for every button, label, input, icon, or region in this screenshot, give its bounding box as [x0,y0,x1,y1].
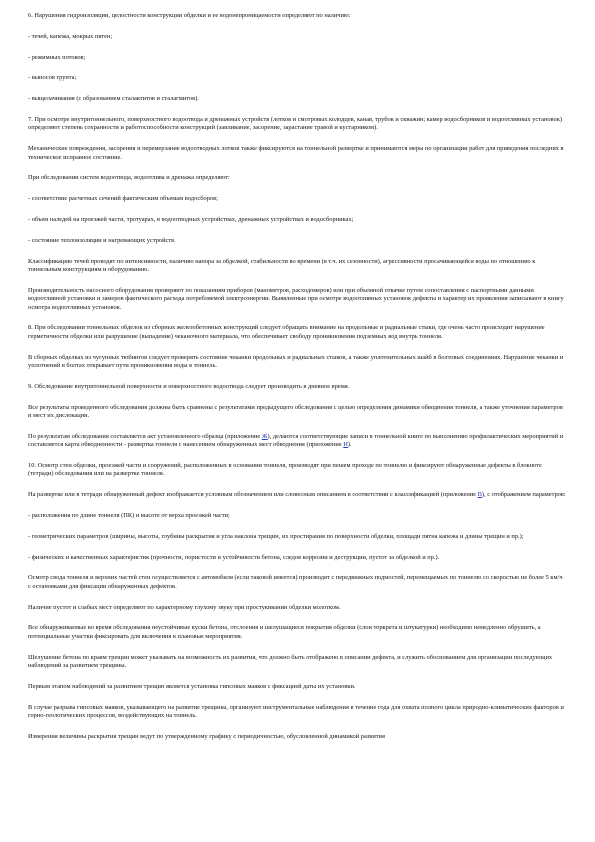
paragraph: 10. Осмотр стен обделки, проезжей части и сооружений, расположенных в основании тоннеля, производят при пешем проходе по тоннелю и фиксируют обнаруженные дефекты в блокноте (тетради) обследования или на развертке тоннеля. [28,462,542,478]
paragraph: В сборных обделках из чугунных тюбингов следует проверять состояние чеканки продольных и радиальных стыков, а также уплотнительных шайб в болтовых соединениях. Нарушение чеканки и уплотнений в болтах открывает пути проникновения воды в тоннель. [28,353,564,369]
paragraph: Все обнаруживаемые во время обследования неустойчивые куски бетона, отслоения и шелушащиеся покрытия обделки (слои торкрета и штукатурки) необходимо немедленно обрушить, а потенциальные участки фиксировать для включения в плановые мероприятия. [28,624,541,640]
paragraph-with-appendix-link: На развертке или в тетради обнаруженный дефект изображается условным обозначением или словесным описанием в соответствии с классификацией (приложение В), с отображением параметров: [28,491,566,499]
list-item: - выносов грунта; [28,74,77,82]
list-item: - состояние теплоизоляции и нагревающих устройств. [28,236,176,244]
paragraph: При обследовании систем водоотвода, водоотлива и дренажа определяют: [28,174,230,182]
paragraph: Все результаты проведенного обследования должны быть сравнены с результатами предыдущего обследования с целью определения динамики обводнения тоннеля, а также уточнения параметров и мест их дислокации. [28,403,563,419]
paragraph: Осмотр свода тоннеля и верхних частей стен осуществляется с автомобиля (если таковой имеется) производят с передвижных подмостей, перемещаемых по тоннелю со скоростью не более 5 км/ч с остановками для фиксации обнаруженных дефектов. [28,574,563,590]
appendix-link[interactable]: В [477,491,482,499]
list-item: - режимных потоков; [28,53,86,61]
paragraph: Механические повреждения, засорения и перемерзание водоотводных лотков также фиксируются на тоннельной развертке и принимаются меры по организации работ для приведения последних в техническое исправное состояние. [28,145,564,161]
paragraph: Измерения величины раскрытия трещин ведут по утвержденному графику с периодичностью, обусловленной динамикой развития [28,732,385,740]
paragraph: Классификацию течей проводят по интенсивности, наличию напора за обделкой, стабильности во времени (в т.ч. их сезонности), агрессивности просачивающейся воды по отношению к тоннельным конструкциям и оборудованию. [28,257,536,273]
paragraph: 6. Нарушения гидроизоляции, целостности конструкции обделки и ее водонепроницаемости определяют по наличию: [28,12,351,19]
paragraph: Производительность насосного оборудования проверяют по показаниям приборов (манометров, расходомеров) или при объемной откачке путем сопоставления с паспортными данными водоотливной установки и замеров фактического расхода потребляемой электроэнергии. Выявленные при осмотре водоотливных установок дефекты и характер их проявления записывают в книгу осмотра водоотливных установок. [28,286,564,311]
list-item: - течей, капежа, мокрых пятен; [28,32,113,40]
document-body [28,12,566,754]
list-item: - геометрических параметров (ширины, высоты, глубины раскрытия и угла наклона трещин, их простирания по поверхности обделки, площади пятна капежа и длины трещин и пр.); [28,532,524,540]
paragraph-with-appendix-links: По результатам обследования составляется акт установленного образца (приложение Ж), делаются соответствующие записи в тоннельной книге по выполнению профилактических мероприятий и составляется карта обводненности - развертка тоннеля с нанесением обнаруженных мест обводнения (приложение И). [28,432,564,449]
list-item: - физических и качественных характеристик (прочности, пористости и устойчивости бетона, следов коррозии и деструкции, пустот за обделкой и пр.). [28,553,440,561]
paragraph: 8. При обследовании тоннельных обделок из сборных железобетонных конструкций следует обращать внимание на продольные и радиальные стыки, где очень часто происходит нарушение герметичности обделки или разрушение (выпадение) чеканочного материала, что обеспечивает свободу проникновения подземных вод внутрь тоннеля. [28,324,545,340]
list-item: - объем наледей на проезжей части, тротуарах, в водоотводных устройствах, дренажных устройствах и водосборниках; [28,215,354,223]
paragraph: 7. При осмотре внутритоннельного, поверхностного водоотвода и дренажных устройств (лотков и смотровых колодцев, канав, трубок и скважин; камер водосборников и водоотливных установок) определяют степень сохранности и работоспособности конструкций (заиливание, засорение, зарастание травой и кустарником). [28,115,562,132]
paragraph: 9. Обследование внутритоннельной поверхности и поверхностного водоотвода следует производить в дневное время. [28,382,350,390]
list-item: - расположения по длине тоннеля (ПК) и высоте от верха проезжей части; [28,512,230,519]
list-item: - соответствие расчетных сечений фактическим объемам водосборов; [28,195,218,203]
paragraph: Наличие пустот и слабых мест определяют по характерному глухому звуку при простукивании обделки молотком. [28,603,341,611]
appendix-link[interactable]: Ж [261,432,268,440]
paragraph: Шелушение бетона по краям трещин может указывать на возможность их развития, что должно быть отображено в описании дефекта, и служить обоснованием для организации последующих наблюдений за развитием трещины. [28,653,553,669]
paragraph: Первым этапом наблюдений за развитием трещин является установка гипсовых маяков с фиксацией даты их установки. [28,682,356,690]
list-item: - выщелачивания (с образованием сталактитов и сталагмитов). [28,95,199,103]
appendix-link[interactable]: И [343,441,348,449]
paragraph: В случае разрыва гипсовых маяков, указывающего на развитие трещины, организуют инструментальные наблюдения в течение года для охвата полного цикла природно-климатических факторов и горно-геологических процессов, воздействующих на тоннель. [28,703,564,719]
